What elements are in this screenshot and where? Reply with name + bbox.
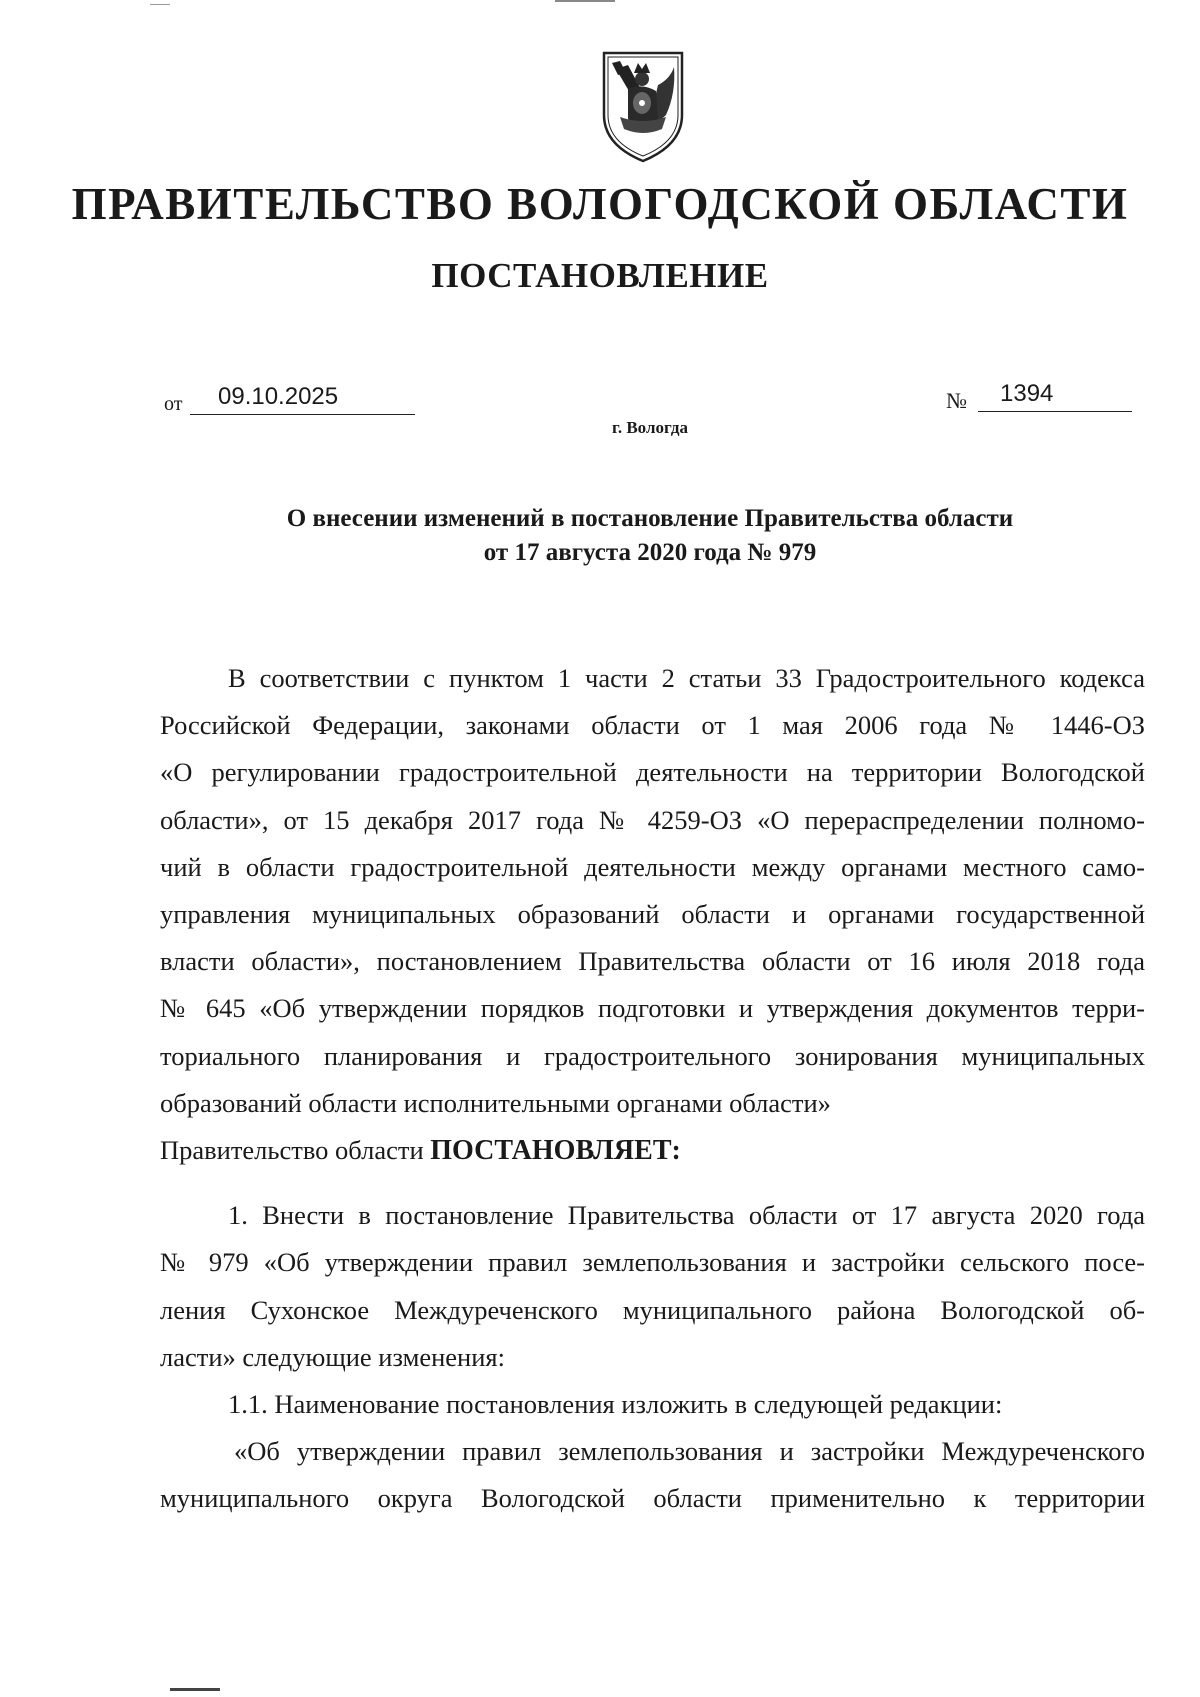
- city-name: г. Вологда: [612, 418, 688, 437]
- resolves-line: [160, 1127, 1145, 1174]
- resolves-keyword: ПОСТАНОВЛЯЕТ:: [430, 1135, 681, 1167]
- item-line: ласти» следующие изменения:: [160, 1341, 505, 1372]
- scan-artifact: [170, 1688, 220, 1691]
- preamble-line: ториального планирования и градостроительного зонирования муниципальных: [160, 1040, 1145, 1071]
- preamble-line: образований области исполнительными органами области»: [160, 1087, 831, 1118]
- subitem-line: 1.1. Наименование постановления изложить в следующей редакции:: [228, 1389, 1003, 1420]
- vologda-coat-of-arms-icon: [598, 45, 688, 165]
- preamble-line: власти области», постановлением Правительства области от 16 июля 2018 года: [160, 946, 1145, 977]
- document-body: [160, 655, 1145, 1523]
- document-subject: [100, 502, 1200, 570]
- quote-line: «Об утверждении правил землепользования и застройки Междуреченского: [234, 1436, 1145, 1467]
- resolves-prefix: Правительство области: [160, 1135, 431, 1166]
- preamble-line: «О регулировании градостроительной деятельности на территории Вологодской: [160, 757, 1145, 788]
- subject-line: О внесении изменений в постановление Правительства области: [286, 505, 1014, 532]
- scan-artifact: [555, 0, 615, 2]
- item-line: 1. Внести в постановление Правительства области от 17 августа 2020 года: [228, 1200, 1145, 1231]
- item-line: ления Сухонское Междуреченского муниципального района Вологодской об-: [160, 1294, 1145, 1325]
- quote-line: муниципального округа Вологодской области применительно к территории: [160, 1483, 1145, 1514]
- document-date: 09.10.2025: [190, 383, 415, 415]
- preamble-line: № 645 «Об утверждении порядков подготовки и утверждения документов терри-: [160, 993, 1145, 1024]
- subject-line: от 17 августа 2020 года № 979: [483, 539, 817, 566]
- preamble-line: области», от 15 декабря 2017 года № 4259-ОЗ «О перераспределении полномо-: [160, 804, 1145, 835]
- scan-artifact: [150, 4, 170, 5]
- preamble-line: управления муниципальных образований области и органами государственной: [160, 899, 1145, 930]
- document-number: 1394: [978, 380, 1132, 412]
- preamble-line: Российской Федерации, законами области от 1 мая 2006 года № 1446-ОЗ: [160, 710, 1145, 741]
- date-label: от: [164, 393, 183, 415]
- item-line: № 979 «Об утверждении правил землепользования и застройки сельского посе-: [160, 1247, 1145, 1278]
- government-title: ПРАВИТЕЛЬСТВО ВОЛОГОДСКОЙ ОБЛАСТИ: [71, 179, 1129, 229]
- preamble-line: чий в области градостроительной деятельности между органами местного само-: [160, 851, 1145, 882]
- document-type-title: ПОСТАНОВЛЕНИЕ: [431, 256, 769, 295]
- preamble-line: В соответствии с пунктом 1 части 2 статьи 33 Градостроительного кодекса: [228, 663, 1145, 693]
- number-label: №: [946, 388, 967, 413]
